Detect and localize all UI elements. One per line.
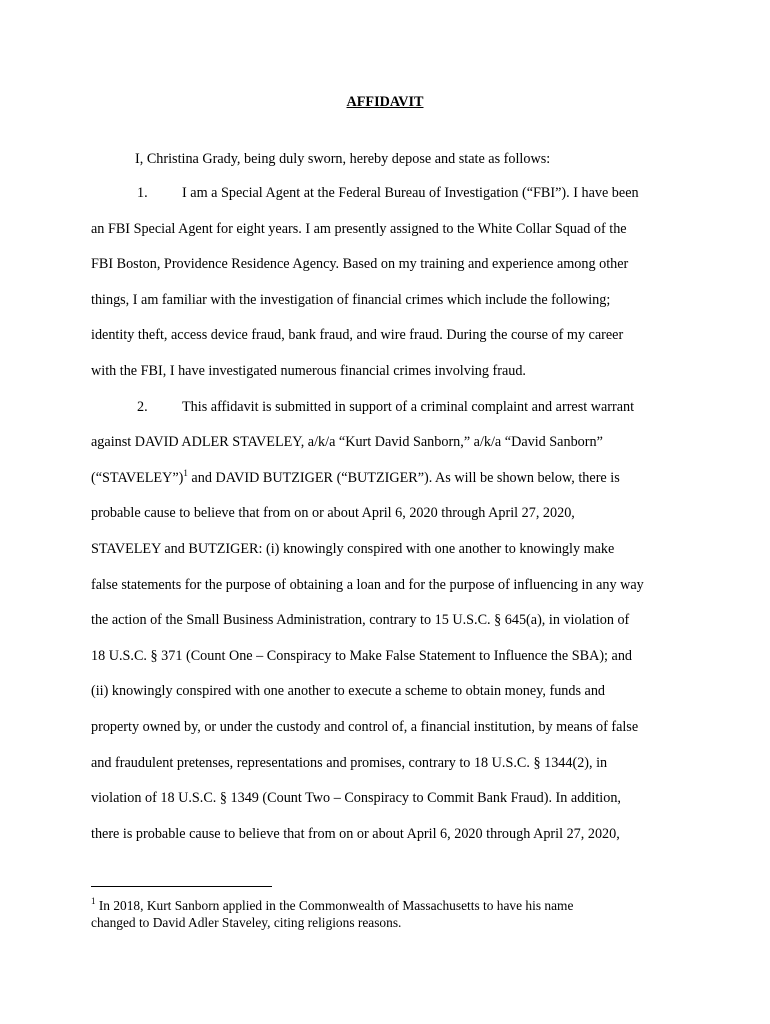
paragraph-1-number: 1. [137,185,148,201]
paragraph-2-line: there is probable cause to believe that from on or about April 6, 2020 through April 27, 2020, [91,826,620,842]
footnote-line: changed to David Adler Staveley, citing religions reasons. [91,915,402,930]
paragraph-2-line: STAVELEY and BUTZIGER: (i) knowingly conspired with one another to knowingly make [91,541,615,557]
paragraph-2-line: probable cause to believe that from on or about April 6, 2020 through April 27, 2020, [91,505,575,521]
paragraph-1-line: I am a Special Agent at the Federal Bureau of Investigation (“FBI”). I have been [182,185,639,201]
paragraph-2-line: and fraudulent pretenses, representations and promises, contrary to 18 U.S.C. § 1344(2), in [91,755,608,771]
paragraph-2-line: violation of 18 U.S.C. § 1349 (Count Two – Conspiracy to Commit Bank Fraud). In addition, [91,790,621,806]
footnote-line [91,897,573,914]
paragraph-2-line: 18 U.S.C. § 371 (Count One – Conspiracy to Make False Statement to Influence the SBA); and [91,648,633,664]
footnote-text: In 2018, Kurt Sanborn applied in the Commonwealth of Massachusetts to have his name [95,898,574,913]
document-title: AFFIDAVIT [346,94,424,110]
intro-paragraph: I, Christina Grady, being duly sworn, hereby depose and state as follows: [135,151,551,167]
paragraph-1-line: FBI Boston, Providence Residence Agency. Based on my training and experience among other [91,256,629,272]
paragraph-2-line-continuation: and DAVID BUTZIGER (“BUTZIGER”). As will be shown below, there is [187,470,620,486]
footnote-marker: 1 [91,896,96,906]
paragraph-2-number: 2. [137,399,148,415]
paragraph-1-line: things, I am familiar with the investigation of financial crimes which include the following; [91,292,611,308]
paragraph-2-line: against DAVID ADLER STAVELEY, a/k/a “Kurt David Sanborn,” a/k/a “David Sanborn” [91,434,603,450]
footnote-reference: 1 [183,468,188,478]
paragraph-2-line: false statements for the purpose of obtaining a loan and for the purpose of influencing in any way [91,577,644,593]
staveley-defined-term: (“STAVELEY”) [91,470,184,486]
paragraph-1-line: identity theft, access device fraud, bank fraud, and wire fraud. During the course of my career [91,327,624,343]
paragraph-2-line: the action of the Small Business Administration, contrary to 15 U.S.C. § 645(a), in violation of [91,612,630,628]
paragraph-2-line: This affidavit is submitted in support of a criminal complaint and arrest warrant [182,399,635,415]
paragraph-2-line: (ii) knowingly conspired with one another to execute a scheme to obtain money, funds and [91,683,606,699]
paragraph-2-line [91,469,620,487]
paragraph-2-line: property owned by, or under the custody and control of, a financial institution, by means of false [91,719,639,735]
paragraph-1-line: an FBI Special Agent for eight years. I am presently assigned to the White Collar Squad of the [91,221,627,237]
footnote-divider [91,886,272,887]
paragraph-1-line: with the FBI, I have investigated numerous financial crimes involving fraud. [91,363,526,379]
